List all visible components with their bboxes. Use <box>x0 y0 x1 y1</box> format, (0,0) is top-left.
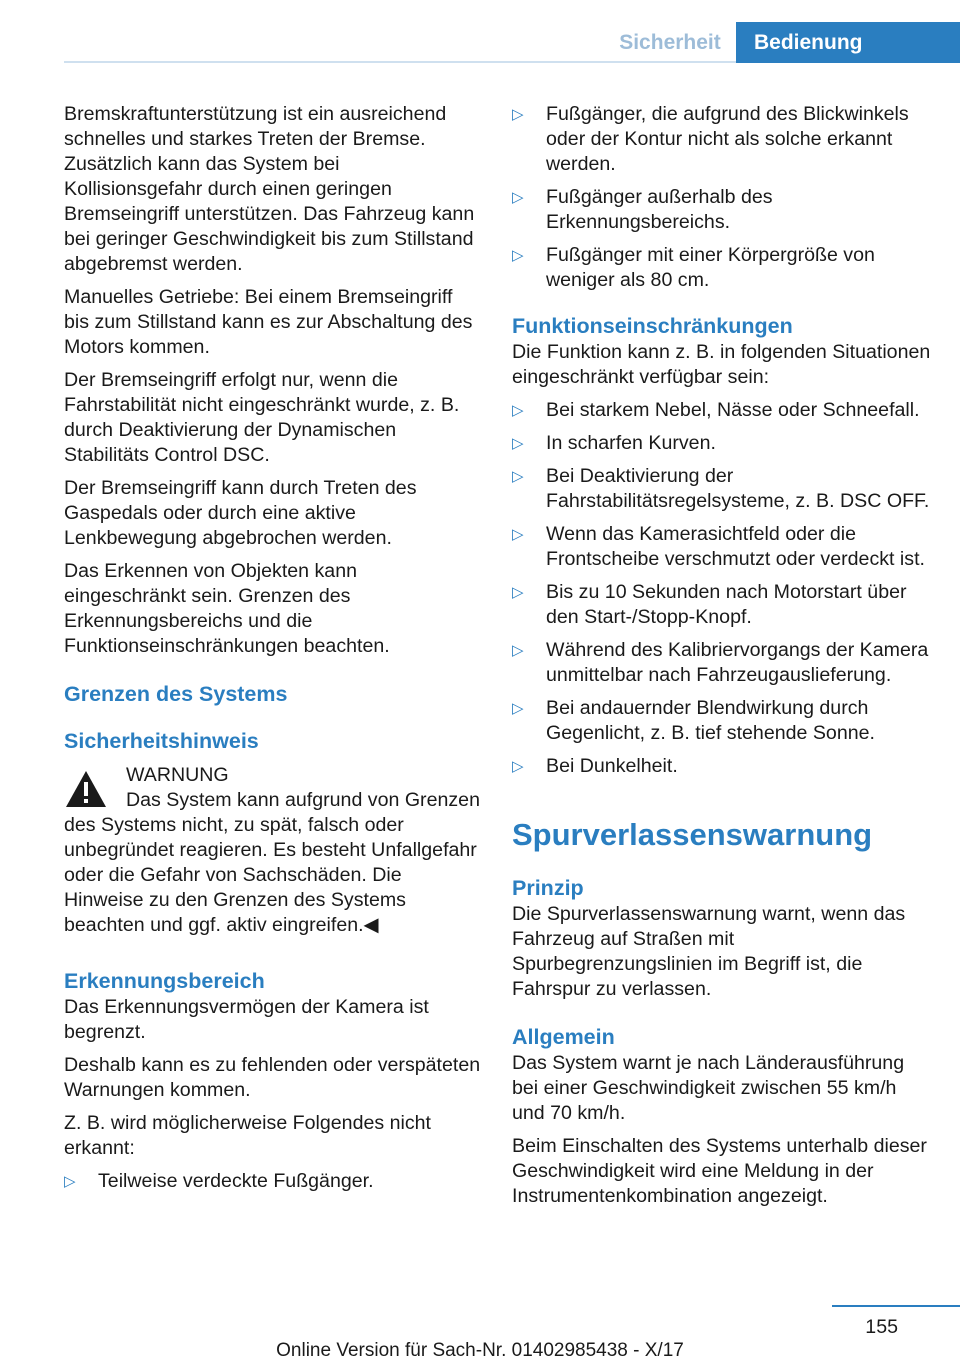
bullet-icon: ▷ <box>512 468 524 485</box>
paragraph: Die Funktion kann z. B. in folgenden Situationen eingeschränkt verfügbar sein: <box>512 341 931 388</box>
page-number-rule <box>832 1305 960 1307</box>
list-item: ▷ In scharfen Kurven. <box>512 432 716 454</box>
heading-sicherheitshinweis: Sicherheitshinweis <box>64 729 259 753</box>
bullet-icon: ▷ <box>512 700 524 717</box>
paragraph: Bremskraftunterstützung ist ein ausreichend schnelles und starkes Treten der Bremse. Zusätzlich kann das System bei Kollisionsgefahr durch einen geringen Bremseingriff unterstützen. Das Fahrzeug kann bei geringer Geschwindigkeit bis zum Stillstand abgebremst werden. <box>64 103 475 275</box>
bullet-icon: ▷ <box>512 402 524 419</box>
warning-triangle-icon <box>64 769 108 809</box>
warning-text: Das System kann aufgrund von Grenzen des Systems nicht, zu spät, falsch oder unbegründet reagieren. Es besteht Unfallgefahr oder die Gefahr von Sachschäden. Die Hinweise zu den Grenzen des Systems beachten und ggf. aktiv eingreifen.◀ <box>64 789 480 936</box>
list-item: ▷ Teilweise verdeckte Fußgänger. <box>64 1170 374 1192</box>
paragraph: Manuelles Getriebe: Bei einem Bremseingriff bis zum Stillstand kann es zur Abschaltung des Motors kommen. <box>64 286 473 358</box>
list-left <box>64 1169 482 1194</box>
paragraph: Das Erkennen von Objekten kann eingeschränkt sein. Grenzen des Erkennungsbereichs und die Funktionseinschränkungen beachten. <box>64 560 390 657</box>
list-item: ▷ Während des Kalibriervorgangs der Kamera unmittelbar nach Fahrzeugauslieferung. <box>512 639 929 686</box>
heading-erkennungsbereich: Erkennungsbereich <box>64 969 265 993</box>
bullet-icon: ▷ <box>512 247 524 264</box>
warning-block <box>64 763 482 938</box>
list-item: ▷ Wenn das Kamerasichtfeld oder die Frontscheibe verschmutzt oder verdeckt ist. <box>512 523 925 570</box>
heading-prinzip: Prinzip <box>512 876 584 900</box>
paragraph: Deshalb kann es zu fehlenden oder verspäteten Warnungen kommen. <box>64 1054 481 1101</box>
list-item: ▷ Bei Deaktivierung der Fahrstabilitätsregelsysteme, z. B. DSC OFF. <box>512 465 930 512</box>
list-item: ▷ Bei starkem Nebel, Nässe oder Schneefall. <box>512 399 920 421</box>
bullet-icon: ▷ <box>512 758 524 775</box>
bullet-icon: ▷ <box>512 435 524 452</box>
heading-allgemein: Allgemein <box>512 1025 615 1049</box>
list-item: ▷ Bei Dunkelheit. <box>512 755 678 777</box>
warning-label: WARNUNG <box>126 764 229 786</box>
paragraph: Das System warnt je nach Länderausführung bei einer Geschwindigkeit zwischen 55 km/h und 70 km/h. <box>512 1052 905 1124</box>
paragraph: Die Spurverlassenswarnung warnt, wenn das Fahrzeug auf Straßen mit Spurbegrenzungslinien im Begriff ist, die Fahrspur zu verlassen. <box>512 903 906 1000</box>
heading-funktionseinschraenkungen: Funktionseinschränkungen <box>512 314 793 338</box>
tab-bedienung[interactable]: Bedienung <box>736 22 960 63</box>
bullet-icon: ▷ <box>512 584 524 601</box>
bullet-icon: ▷ <box>64 1173 76 1190</box>
list-restrictions <box>512 398 932 779</box>
bullet-icon: ▷ <box>512 642 524 659</box>
bullet-icon: ▷ <box>512 106 524 123</box>
heading-spurverlassenswarnung: Spurverlassenswarnung <box>512 817 873 852</box>
page-number: 155 <box>865 1316 898 1338</box>
paragraph: Der Bremseingriff kann durch Treten des Gaspedals oder durch eine aktive Lenkbewegung abgebrochen werden. <box>64 477 417 549</box>
paragraph: Z. B. wird möglicherweise Folgendes nicht erkannt: <box>64 1112 431 1159</box>
paragraph: Das Erkennungsvermögen der Kamera ist begrenzt. <box>64 996 429 1043</box>
tab-sicherheit[interactable]: Sicherheit <box>619 30 721 54</box>
footer: Online Version für Sach-Nr. 01402985438 - X/17 <box>276 1340 684 1361</box>
list-item: ▷ Fußgänger, die aufgrund des Blickwinkels oder der Kontur nicht als solche erkannt werden. <box>512 103 909 175</box>
list-item: ▷ Bis zu 10 Sekunden nach Motorstart über den Start-/Stopp-Knopf. <box>512 581 907 628</box>
right-column <box>512 102 932 1217</box>
list-item: ▷ Fußgänger mit einer Körpergröße von weniger als 80 cm. <box>512 244 875 291</box>
heading-grenzen: Grenzen des Systems <box>64 682 288 706</box>
paragraph: Der Bremseingriff erfolgt nur, wenn die Fahrstabilität nicht eingeschränkt wurde, z. B. durch Deaktivierung der Dynamischen Stabilitäts Control DSC. <box>64 369 460 466</box>
left-column <box>64 102 482 1202</box>
paragraph: Beim Einschalten des Systems unterhalb dieser Geschwindigkeit wird eine Meldung in der Instrumentenkombination angezeigt. <box>512 1135 927 1207</box>
list-item: ▷ Fußgänger außerhalb des Erkennungsbereichs. <box>512 186 773 233</box>
bullet-icon: ▷ <box>512 189 524 206</box>
list-item: ▷ Bei andauernder Blendwirkung durch Gegenlicht, z. B. tief stehende Sonne. <box>512 697 875 744</box>
list-pedestrians <box>512 102 932 293</box>
bullet-icon: ▷ <box>512 526 524 543</box>
